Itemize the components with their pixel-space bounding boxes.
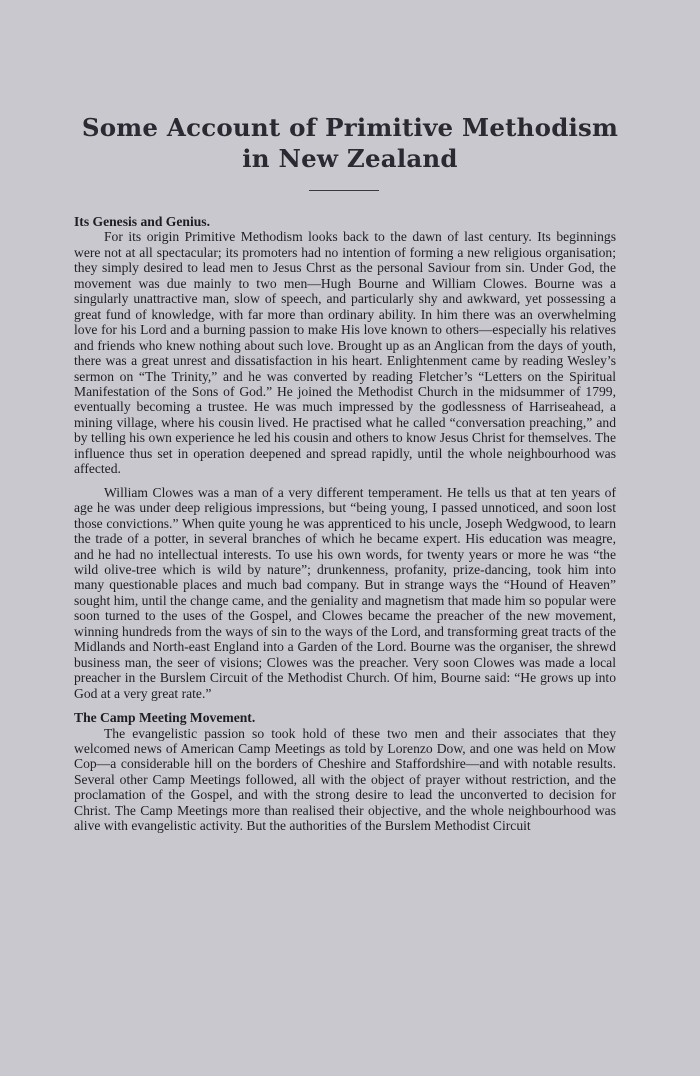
paragraph-origin: For its origin Primitive Methodism looks back to the dawn of last century. Its beginnings were not at all spectacular; its promoters had no intention of forming a new religious organisation; they simply desired to lead men to Jesus Chrst as the personal Saviour from sin. Under God, the movement was due mainly to two men—Hugh Bourne and William Clowes. Bourne was a singularly unattractive man, slow of speech, and particularly shy and awkward, yet possessing a great fund of knowledge, with far more than ordinary ability. In him there was an overwhelming love for his Lord and a burning passion to make His love known to others—especially his relatives and friends who knew nothing about such love. Brought up as an Anglican from the days of youth, there was a great unrest and dissatisfaction in his heart. Enlightenment came by reading Wesley’s sermon on “The Trinity,” and he was converted by reading Fletcher’s “Letters on the Spiritual Manifestation of the Sons of God.” He joined the Methodist Church in the midsummer of 1799, eventually becoming a trustee. He was much impressed by the godlessness of Harriseahead, a mining village, where his cousin lived. He practised what he called “conversation preaching,” and by telling his own experience he led his cousin and others to know Jesus Christ for themselves. The influence thus set in operation deepened and spread rapidly, until the whole neighbourhood was affected. (74, 229, 616, 477)
title-line-2: in New Zealand (242, 144, 458, 174)
page-title (0, 112, 700, 174)
article-body (74, 214, 616, 834)
section-heading-camp-meeting: The Camp Meeting Movement. (74, 710, 256, 726)
section-heading-genesis: Its Genesis and Genius. (74, 214, 210, 229)
title-line-1: Some Account of Primitive Methodism (81, 113, 619, 143)
paragraph-camp-meeting: The evangelistic passion so took hold of these two men and their associates that they welcomed news of American Camp Meetings as told by Lorenzo Dow, and one was held on Mow Cop—a considerable hill on the borders of Cheshire and Staffordshire—and with notable results. Several other Camp Meetings followed, all with the object of prayer without restriction, and the proclamation of the Gospel, and with the strong desire to lead the unconverted to decision for Christ. The Camp Meetings more than realised their objective, and the whole neighbourhood was alive with evangelistic activity. But the authorities of the Burslem Methodist Circuit (74, 725, 616, 834)
title-divider (309, 190, 379, 191)
paragraph-clowes: William Clowes was a man of a very different temperament. He tells us that at ten years of age he was under deep religious impressions, but “being young, I passed unnoticed, and soon lost those convictions.” When quite young he was apprenticed to his uncle, Joseph Wedgwood, to learn the trade of a potter, in several branches of which he became expert. His education was meagre, and he had no intellectual interests. To use his own words, for twenty years or more he was “the wild olive-tree which is wild by nature”; drunkenness, profanity, prize-dancing, took him into many questionable places and much bad company. But in strange ways the “Hound of Heaven” sought him, until the change came, and the geniality and magnetism that made him so popular were soon turned to the uses of the Gospel, and Clowes became the preacher of the new movement, winning hundreds from the ways of sin to the ways of the Lord, and transforming great tracts of the Midlands and North-east England into a Garden of the Lord. Bourne was the organiser, the shrewd business man, the seer of visions; Clowes was the preacher. Very soon Clowes was made a local preacher in the Burslem Circuit of the Methodist Church. Of him, Bourne said: “He grows up into God at a very great rate.” (74, 484, 616, 701)
